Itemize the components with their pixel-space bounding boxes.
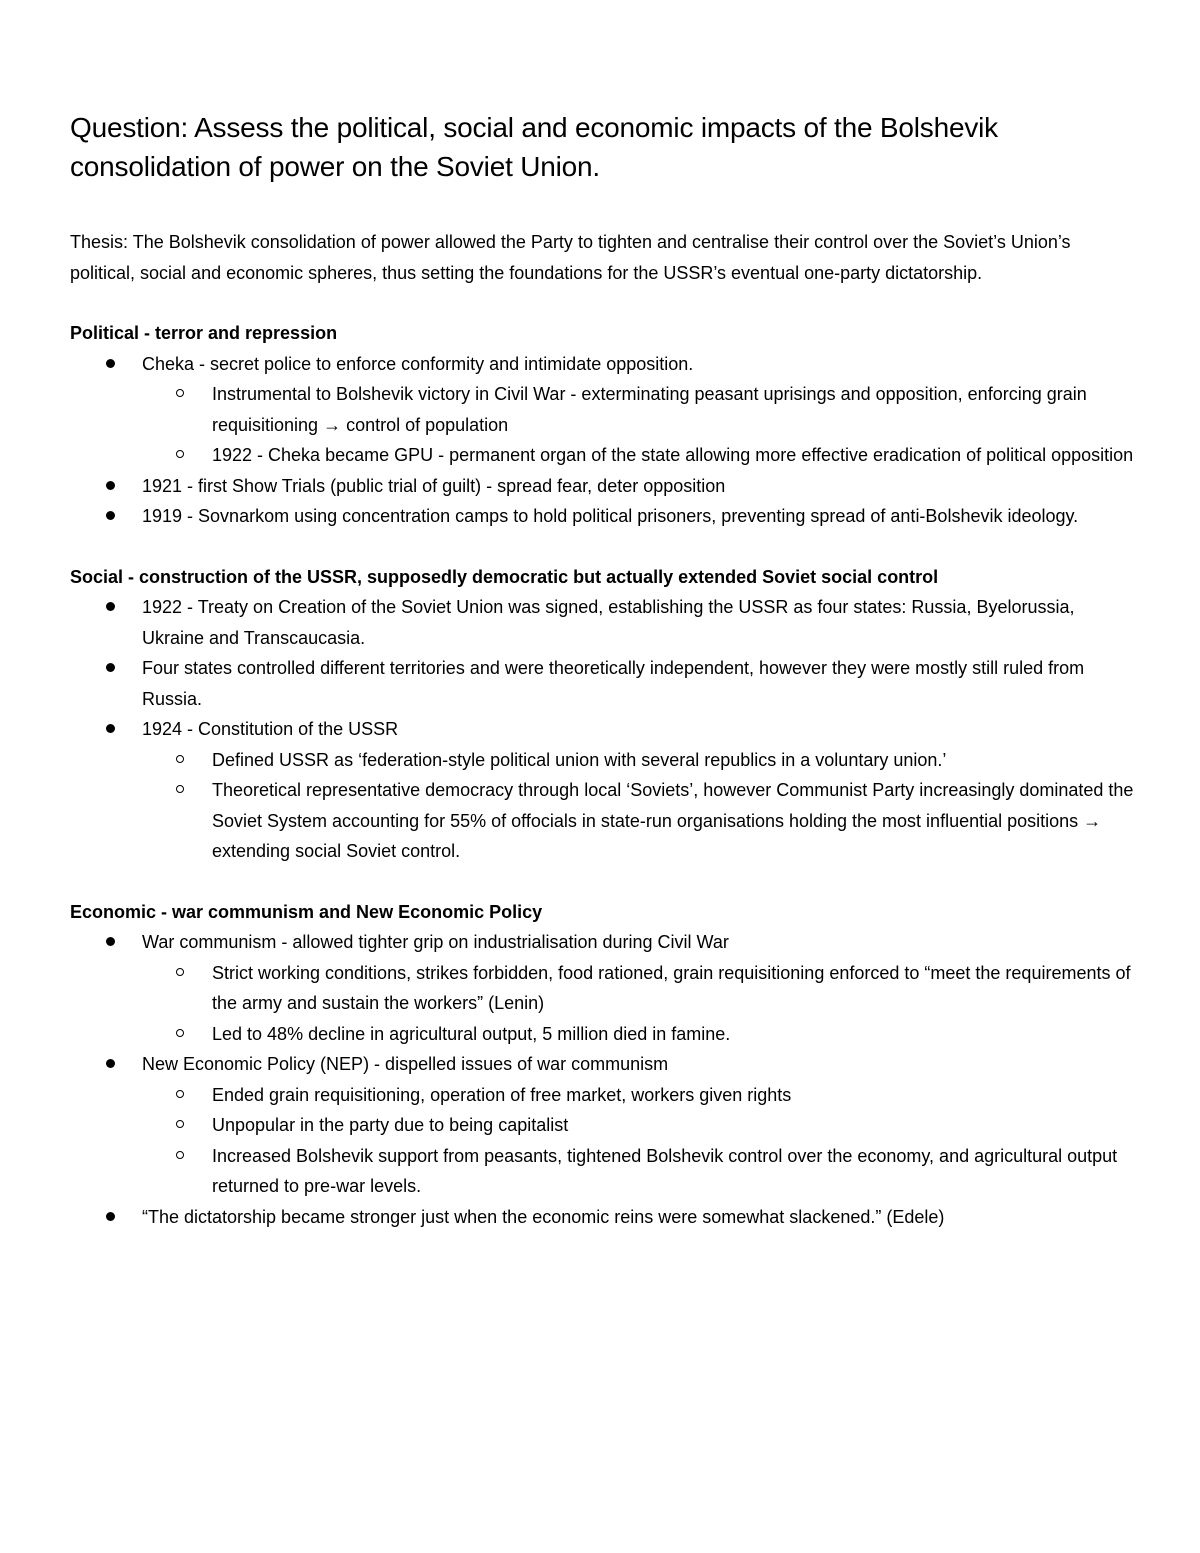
sub-list-item bbox=[142, 958, 1140, 1019]
thesis-paragraph: Thesis: The Bolshevik consolidation of power allowed the Party to tighten and centralise their control over the Soviet’s Union’s political, social and economic spheres, thus setting the foundations for the USSR’s eventual one-party dictatorship. bbox=[70, 232, 1071, 283]
hollow-bullet-icon bbox=[176, 450, 184, 458]
hollow-bullet-icon bbox=[176, 389, 184, 397]
sub-list-item-text: Unpopular in the party due to being capitalist bbox=[212, 1115, 569, 1135]
hollow-bullet-icon bbox=[176, 968, 184, 976]
list-item-text: 1921 - first Show Trials (public trial of guilt) - spread fear, deter opposition bbox=[142, 475, 726, 496]
list-item bbox=[70, 592, 1140, 653]
sub-bullet-list bbox=[142, 379, 1140, 471]
list-item bbox=[70, 653, 1140, 714]
list-item bbox=[70, 471, 1140, 502]
section-heading: Social - construction of the USSR, supposedly democratic but actually extended Soviet social control bbox=[70, 566, 939, 587]
filled-bullet-icon bbox=[106, 937, 115, 946]
list-item-text: 1922 - Treaty on Creation of the Soviet Union was signed, establishing the USSR as four states: Russia, Byelorussia, Ukraine and Transcaucasia. bbox=[142, 597, 1075, 648]
hollow-bullet-icon bbox=[176, 1029, 184, 1037]
sub-list-container bbox=[70, 958, 1140, 1050]
list-item-text: 1919 - Sovnarkom using concentration camps to hold political prisoners, preventing spread of anti-Bolshevik ideology. bbox=[142, 506, 1079, 526]
filled-bullet-icon bbox=[106, 481, 115, 490]
list-item bbox=[70, 1202, 1140, 1233]
filled-bullet-icon bbox=[106, 511, 115, 520]
sub-list-item-text: Led to 48% decline in agricultural output, 5 million died in famine. bbox=[212, 1023, 731, 1044]
sub-list-item bbox=[142, 1141, 1140, 1202]
sub-list-item bbox=[142, 745, 1140, 776]
list-item-text: 1924 - Constitution of the USSR bbox=[142, 719, 399, 739]
sub-list-item bbox=[142, 1080, 1140, 1111]
sub-list-item-text: 1922 - Cheka became GPU - permanent organ of the state allowing more effective eradication of political opposition bbox=[212, 445, 1134, 465]
sub-list-item-text: Increased Bolshevik support from peasants, tightened Bolshevik control over the economy, and agricultural output returned to pre-war levels. bbox=[212, 1145, 1118, 1196]
filled-bullet-icon bbox=[106, 1059, 115, 1068]
hollow-bullet-icon bbox=[176, 785, 184, 793]
list-item bbox=[70, 927, 1140, 958]
sub-list-container bbox=[70, 745, 1140, 867]
list-item-text: Four states controlled different territories and were theoretically independent, however they were mostly still ruled from Russia. bbox=[142, 658, 1085, 709]
filled-bullet-icon bbox=[106, 359, 115, 368]
sub-list-item bbox=[142, 440, 1140, 471]
filled-bullet-icon bbox=[106, 663, 115, 672]
sub-list-item-text: Instrumental to Bolshevik victory in Civil War - exterminating peasant uprisings and opposition, enforcing grain requisitioning → control of population bbox=[212, 384, 1087, 435]
sub-bullet-list bbox=[142, 1080, 1140, 1202]
list-item-text: New Economic Policy (NEP) - dispelled issues of war communism bbox=[142, 1054, 669, 1074]
sub-list-item-text: Ended grain requisitioning, operation of free market, workers given rights bbox=[212, 1084, 792, 1105]
list-item bbox=[70, 349, 1140, 380]
list-item-text: “The dictatorship became stronger just when the economic reins were somewhat slackened.” (Edele) bbox=[142, 1206, 945, 1227]
sub-list-item-text: Strict working conditions, strikes forbidden, food rationed, grain requisitioning enforced to “meet the requirements of the army and sustain the workers” (Lenin) bbox=[212, 962, 1131, 1013]
filled-bullet-icon bbox=[106, 602, 115, 611]
hollow-bullet-icon bbox=[176, 1090, 184, 1098]
list-item bbox=[70, 501, 1140, 532]
filled-bullet-icon bbox=[106, 1212, 115, 1221]
sub-list-item bbox=[142, 379, 1140, 440]
bullet-list bbox=[70, 592, 1140, 867]
sub-list-item-text: Theoretical representative democracy through local ‘Soviets’, however Communist Party increasingly dominated the Soviet System accounting for 55% of offocials in state-run organisations holding the most influential positions → extending social Soviet control. bbox=[212, 780, 1134, 861]
filled-bullet-icon bbox=[106, 724, 115, 733]
section-heading: Economic - war communism and New Economic Policy bbox=[70, 901, 543, 922]
sub-bullet-list bbox=[142, 958, 1140, 1050]
list-item-text: War communism - allowed tighter grip on industrialisation during Civil War bbox=[142, 932, 729, 952]
sections-container bbox=[70, 318, 1140, 1232]
bullet-list bbox=[70, 927, 1140, 1232]
sub-list-item bbox=[142, 775, 1140, 867]
sub-bullet-list bbox=[142, 745, 1140, 867]
sub-list-item-text: Defined USSR as ‘federation-style political union with several republics in a voluntary union.’ bbox=[212, 749, 947, 770]
sub-list-item bbox=[142, 1019, 1140, 1050]
hollow-bullet-icon bbox=[176, 1151, 184, 1159]
hollow-bullet-icon bbox=[176, 1120, 184, 1128]
sub-list-item bbox=[142, 1110, 1140, 1141]
sub-list-container bbox=[70, 379, 1140, 471]
section-heading: Political - terror and repression bbox=[70, 323, 338, 343]
sub-list-container bbox=[70, 1080, 1140, 1202]
hollow-bullet-icon bbox=[176, 755, 184, 763]
list-item-text: Cheka - secret police to enforce conformity and intimidate opposition. bbox=[142, 353, 694, 374]
list-item bbox=[70, 1049, 1140, 1080]
document-page bbox=[70, 108, 1140, 1232]
question-title: Question: Assess the political, social and economic impacts of the Bolshevik consolidation of power on the Soviet Union. bbox=[70, 112, 998, 182]
bullet-list bbox=[70, 349, 1140, 532]
list-item bbox=[70, 714, 1140, 745]
